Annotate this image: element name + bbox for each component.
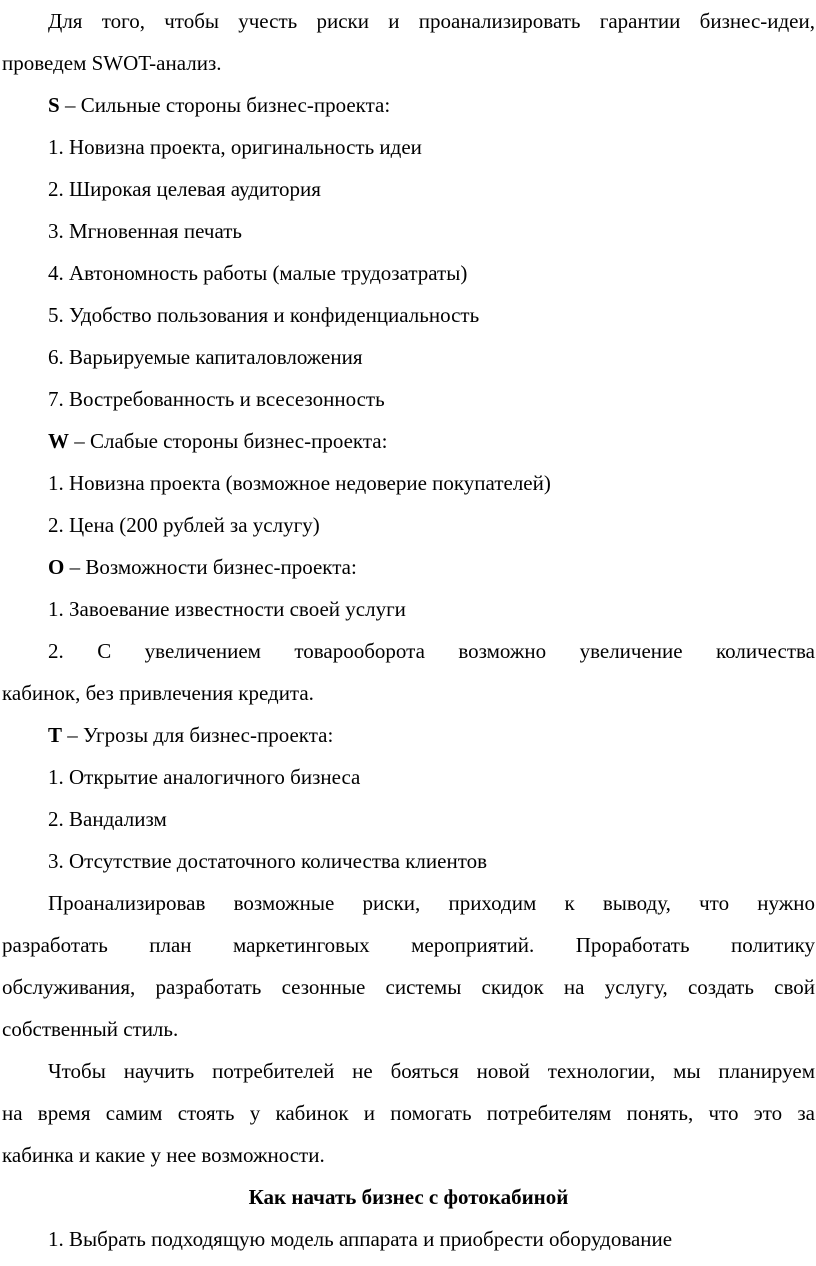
plan-line-3: кабинка и какие у нее возможности. xyxy=(2,1143,325,1167)
weaknesses-item: 2. Цена (200 рублей за услугу) xyxy=(48,513,320,537)
threats-heading xyxy=(2,714,815,756)
weaknesses-heading-text: – Слабые стороны бизнес-проекта: xyxy=(69,429,388,453)
strengths-item: 1. Новизна проекта, оригинальность идеи xyxy=(48,135,422,159)
opportunities-letter: O xyxy=(48,555,65,579)
conclusion-line-2: разработать план маркетинговых мероприятий. Проработать политику xyxy=(2,933,815,957)
strengths-item: 7. Востребованность и всесезонность xyxy=(48,387,385,411)
opportunities-item-2-line-1: 2. С увеличением товарооборота возможно увеличение количества xyxy=(48,639,815,663)
threats-item: 3. Отсутствие достаточного количества клиентов xyxy=(48,849,488,873)
strengths-heading xyxy=(2,84,815,126)
strengths-item: 4. Автономность работы (малые трудозатраты) xyxy=(48,261,468,285)
strengths-heading-text: – Сильные стороны бизнес-проекта: xyxy=(59,93,391,117)
opportunities-item-2-line-2: кабинок, без привлечения кредита. xyxy=(2,681,314,705)
section-title: Как начать бизнес с фотокабиной xyxy=(248,1185,569,1209)
conclusion-line-4: собственный стиль. xyxy=(2,1017,179,1041)
plan-line-2: на время самим стоять у кабинок и помогать потребителям понять, что это за xyxy=(2,1101,815,1125)
threats-heading-text: – Угрозы для бизнес-проекта: xyxy=(62,723,334,747)
plan-line-1: Чтобы научить потребителей не бояться новой технологии, мы планируем xyxy=(48,1059,815,1083)
strengths-letter: S xyxy=(48,93,60,117)
threats-item: 1. Открытие аналогичного бизнеса xyxy=(48,765,361,789)
weaknesses-item: 1. Новизна проекта (возможное недоверие покупателей) xyxy=(48,471,551,495)
threats-item: 2. Вандализм xyxy=(48,807,167,831)
conclusion-line-3: обслуживания, разработать сезонные системы скидок на услугу, создать свой xyxy=(2,975,815,999)
intro-line-1: Для того, чтобы учесть риски и проанализировать гарантии бизнес-идеи, xyxy=(48,9,815,33)
strengths-item: 6. Варьируемые капиталовложения xyxy=(48,345,363,369)
strengths-item: 5. Удобство пользования и конфиденциальность xyxy=(48,303,480,327)
section-item: 1. Выбрать подходящую модель аппарата и приобрести оборудование xyxy=(48,1227,673,1251)
threats-letter: T xyxy=(48,723,63,747)
opportunities-heading-text: – Возможности бизнес-проекта: xyxy=(64,555,357,579)
weaknesses-heading xyxy=(2,420,815,462)
weaknesses-letter: W xyxy=(48,429,69,453)
strengths-item: 3. Мгновенная печать xyxy=(48,219,242,243)
strengths-item: 2. Широкая целевая аудитория xyxy=(48,177,321,201)
conclusion-line-1: Проанализировав возможные риски, приходим к выводу, что нужно xyxy=(48,891,815,915)
opportunities-item: 1. Завоевание известности своей услуги xyxy=(48,597,406,621)
intro-line-2: проведем SWOT-анализ. xyxy=(2,51,222,75)
opportunities-heading xyxy=(2,546,815,588)
